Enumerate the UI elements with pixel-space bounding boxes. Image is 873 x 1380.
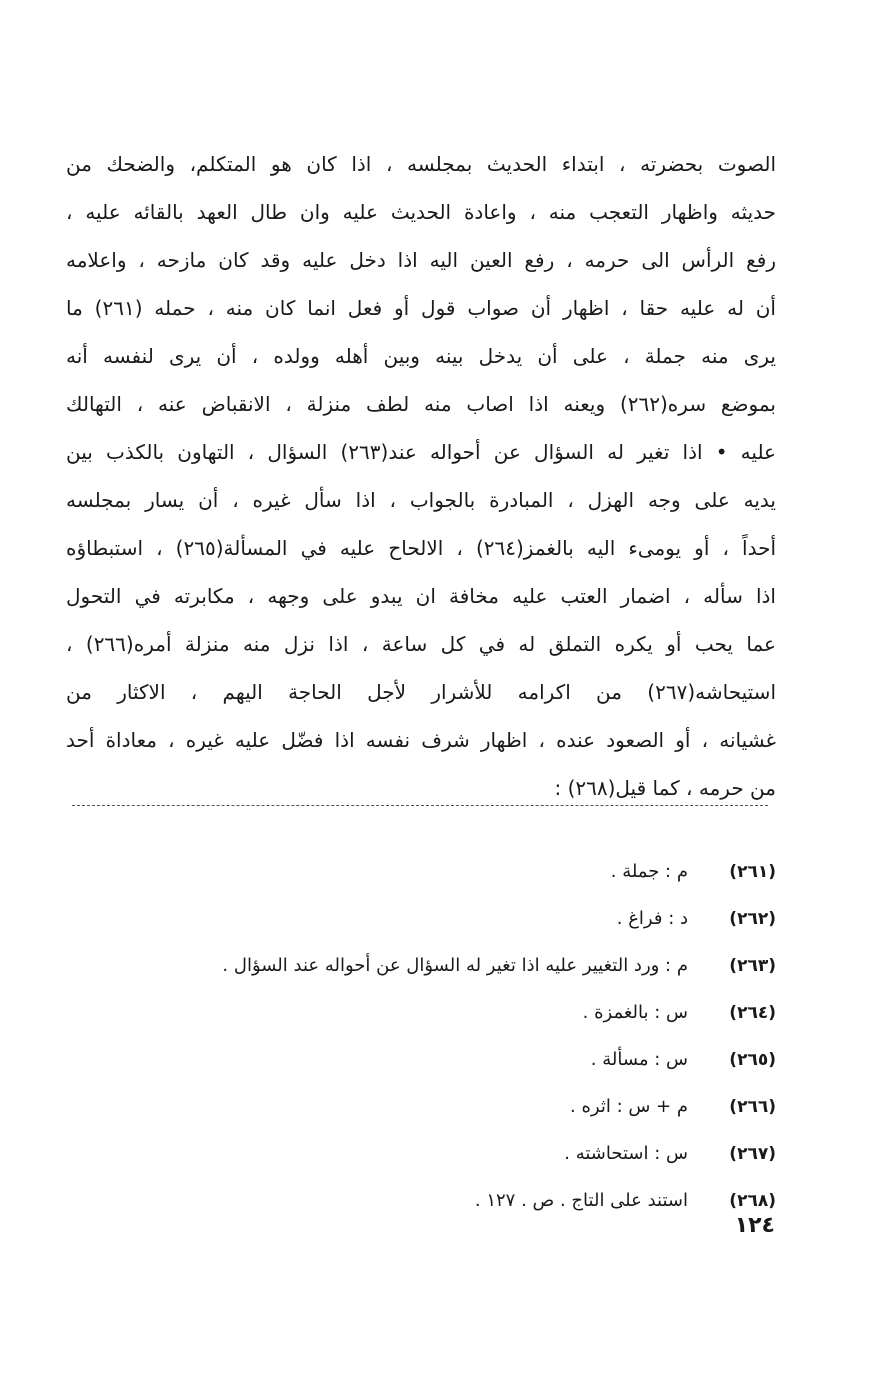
footnote-item [60,1083,776,1130]
footnote-text: م : ورد التغيير عليه اذا تغير له السؤال عن أحواله عند السؤال . [222,955,688,976]
text-line: بموضع سره(٢٦٢) ويعنه اذا اصاب منه لطف منزلة ، الانقباض عنه ، التهالك [66,392,776,416]
text-line: أن له عليه حقا ، اظهار أن صواب قول أو فعل انما كان منه ، حمله (٢٦١) ما [66,296,776,320]
text-line: من حرمه ، كما قيل(٢٦٨) : [554,776,776,800]
page-number: ١٢٤ [734,1213,775,1238]
footnote-text: س : مسألة . [590,1049,688,1070]
footnote-number: (٢٦٣) [729,955,776,976]
text-line: الصوت بحضرته ، ابتداء الحديث بمجلسه ، اذا كان هو المتكلم، والضحك من [66,152,776,176]
footnote-number: (٢٦١) [729,861,776,882]
footnote-number: (٢٦٨) [729,1190,776,1211]
text-line: غشيانه ، أو الصعود عنده ، اظهار شرف نفسه اذا فضّل عليه غيره ، معاداة أحد [66,728,776,752]
footnote-number: (٢٦٦) [729,1096,776,1117]
footnote-text: د : فراغ . [616,908,688,929]
main-text [66,140,776,812]
text-line: أحداً ، أو يومىء اليه بالغمز(٢٦٤) ، الالحاح عليه في المسألة(٢٦٥) ، استبطاؤه [66,536,776,560]
footnote-text: س : استحاشته . [564,1143,688,1164]
footnote-text: استند على التاج . ص . ١٢٧ . [474,1190,688,1211]
footnote-item [60,942,776,989]
footnote-number: (٢٦٥) [729,1049,776,1070]
footnote-number: (٢٦٧) [729,1143,776,1164]
text-line: عما يحب أو يكره التملق له في كل ساعة ، اذا نزل منه منزلة أمره(٢٦٦) ، [66,632,776,656]
footnote-text: س : بالغمزة . [582,1002,688,1023]
footnote-divider [72,805,768,806]
text-line: عليه • اذا تغير له السؤال عن أحواله عند(٢٦٣) السؤال ، التهاون بالكذب بين [66,440,776,464]
text-line: يرى منه جملة ، على أن يدخل بينه وبين أهله وولده ، أن يرى لنفسه أنه [66,344,776,368]
footnote-item [60,1177,776,1224]
footnote-item [60,1036,776,1083]
text-line: اذا سأله ، اضمار العتب عليه مخافة ان يبدو على وجهه ، مكابرته في التحول [66,584,776,608]
footnote-number: (٢٦٤) [729,1002,776,1023]
text-line: استيحاشه(٢٦٧) من اكرامه للأشرار لأجل الحاجة اليهم ، الاكثار من [66,680,776,704]
footnote-number: (٢٦٢) [729,908,776,929]
footnote-text: م : جملة . [610,861,688,882]
footnote-text: م + س : اثره . [570,1096,688,1117]
footnotes [60,848,776,1224]
footnote-item [60,989,776,1036]
footnote-item [60,895,776,942]
text-line: رفع الرأس الى حرمه ، رفع العين اليه اذا دخل عليه وقد كان مازحه ، واعلامه [66,248,776,272]
text-line: حديثه واظهار التعجب منه ، واعادة الحديث عليه وان طال العهد بالقائه عليه ، [66,200,776,224]
footnote-item [60,1130,776,1177]
text-line: يديه على وجه الهزل ، المبادرة بالجواب ، اذا سأل غيره ، أن يسار بمجلسه [66,488,776,512]
footnote-item [60,848,776,895]
